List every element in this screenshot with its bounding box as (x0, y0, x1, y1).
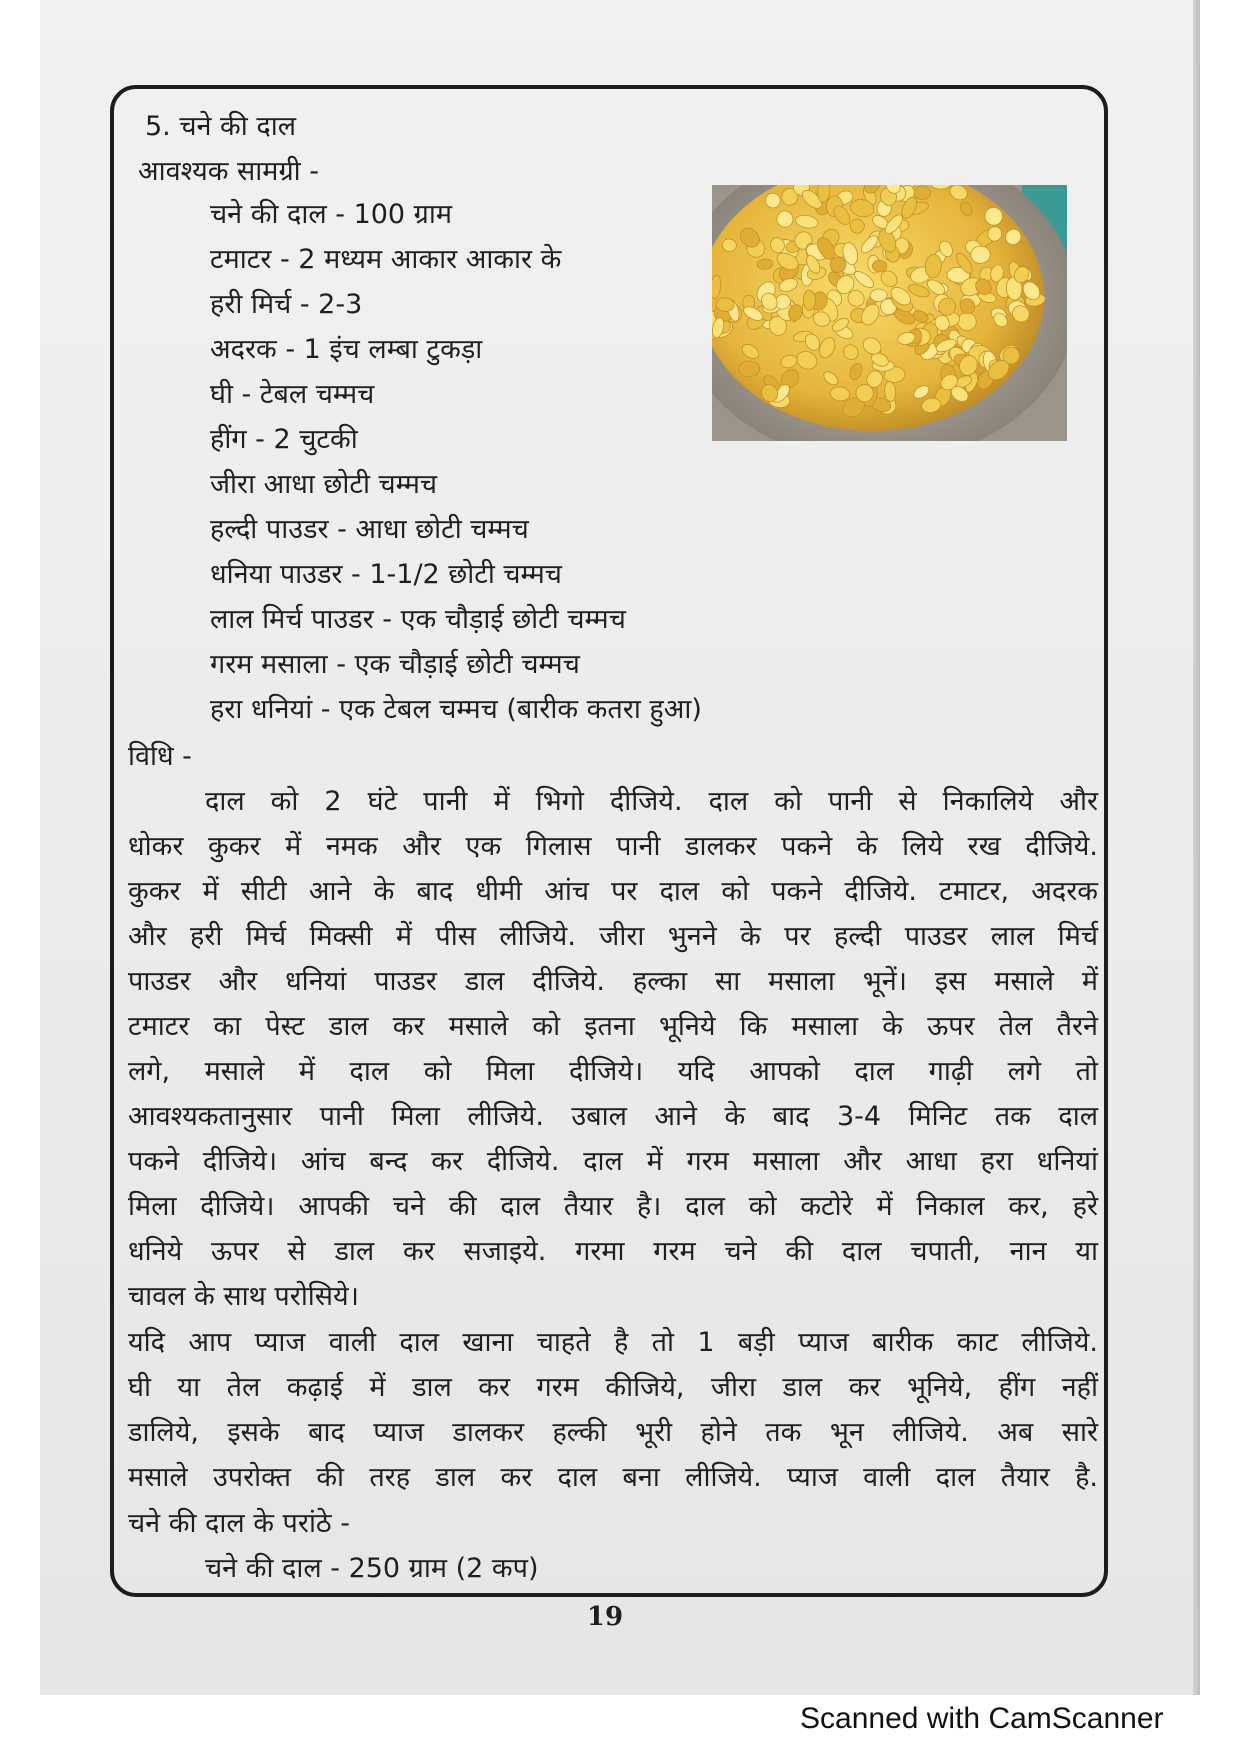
onion-variation-line: यदि आप प्याज वाली दाल खाना चाहते है तो 1 बड़ी प्याज बारीक काट लीजिये. (128, 1327, 1098, 1358)
ingredient-item: हींग - 2 चुटकी (210, 424, 358, 455)
method-line: कुकर में सीटी आने के बाद धीमी आंच पर दाल को पकने दीजिये. टमाटर, अदरक (128, 876, 1098, 907)
lentil-grain (914, 185, 931, 200)
camscanner-watermark: Scanned with CamScanner (800, 1702, 1164, 1735)
method-line: धोकर कुकर में नमक और एक गिलास पानी डालकर पकने के लिये रख दीजिये. (128, 831, 1098, 862)
onion-variation-line: मसाले उपरोक्त की तरह डाल कर दाल बना लीजिये. प्याज वाली दाल तैयार है. (128, 1462, 1098, 1493)
method-line: मिला दीजिये। आपकी चने की दाल तैयार है। दाल को कटोरे में निकाल कर, हरे (128, 1191, 1098, 1222)
ingredient-item: हल्दी पाउडर - आधा छोटी चम्मच (210, 514, 529, 545)
ingredient-item: घी - टेबल चम्मच (210, 379, 375, 410)
ingredients-heading: आवश्यक सामग्री - (138, 156, 319, 187)
method-line: चावल के साथ परोसिये। (128, 1281, 359, 1312)
ingredient-item: अदरक - 1 इंच लम्बा टुकड़ा (210, 334, 483, 365)
lentil-grain (803, 290, 815, 310)
recipe-title: 5. चने की दाल (145, 111, 297, 142)
lentil-grain (872, 260, 886, 272)
method-line: लगे, मसाले में दाल को मिला दीजिये। यदि आपको दाल गाढ़ी लगे तो (128, 1056, 1098, 1087)
ingredient-item: धनिया पाउडर - 1-1/2 छोटी चम्मच (210, 559, 562, 590)
page-number: 19 (586, 1602, 624, 1632)
method-heading: विधि - (128, 741, 192, 772)
method-line: आवश्यकतानुसार पानी मिला लीजिये. उबाल आने के बाद 3-4 मिनिट तक दाल (128, 1101, 1098, 1132)
lentil-grain (739, 361, 760, 377)
next-recipe-title: चने की दाल के परांठे - (128, 1508, 350, 1539)
method-line: दाल को 2 घंटे पानी में भिगो दीजिये. दाल को पानी से निकालिये और (205, 786, 1098, 817)
ingredient-item: जीरा आधा छोटी चम्मच (210, 469, 438, 500)
ingredient-item: लाल मिर्च पाउडर - एक चौड़ाई छोटी चम्मच (210, 604, 626, 635)
onion-variation-line: घी या तेल कढ़ाई में डाल कर गरम कीजिये, जीरा डाल कर भूनिये, हींग नहीं (128, 1372, 1098, 1403)
dal-bowl-image (712, 185, 1067, 441)
page-edge-shadow (1193, 0, 1200, 1695)
ingredient-item: गरम मसाला - एक चौड़ाई छोटी चम्मच (210, 649, 580, 680)
ingredient-item: चने की दाल - 100 ग्राम (210, 199, 453, 230)
next-recipe-ingredient: चने की दाल - 250 ग्राम (2 कप) (205, 1553, 539, 1584)
ingredient-item: हरी मिर्च - 2-3 (210, 289, 363, 320)
method-line: धनिये ऊपर से डाल कर सजाइये. गरमा गरम चने की दाल चपाती, नान या (128, 1236, 1098, 1267)
ingredient-item: हरा धनियां - एक टेबल चम्मच (बारीक कतरा हुआ) (210, 694, 702, 725)
method-line: पाउडर और धनियां पाउडर डाल दीजिये. हल्का सा मसाला भूनें। इस मसाले में (128, 966, 1098, 997)
ingredient-item: टमाटर - 2 मध्यम आकार आकार के (210, 244, 562, 275)
chana-dal-photo (712, 185, 1067, 441)
method-line: टमाटर का पेस्ट डाल कर मसाले को इतना भूनिये कि मसाला के ऊपर तेल तैरने (128, 1011, 1098, 1042)
method-line: और हरी मिर्च मिक्सी में पीस लीजिये. जीरा भुनने के पर हल्दी पाउडर लाल मिर्च (128, 921, 1098, 952)
onion-variation-line: डालिये, इसके बाद प्याज डालकर हल्की भूरी होने तक भून लीजिये. अब सारे (128, 1417, 1098, 1448)
method-line: पकने दीजिये। आंच बन्द कर दीजिये. दाल में गरम मसाला और आधा हरा धनियां (128, 1146, 1098, 1177)
